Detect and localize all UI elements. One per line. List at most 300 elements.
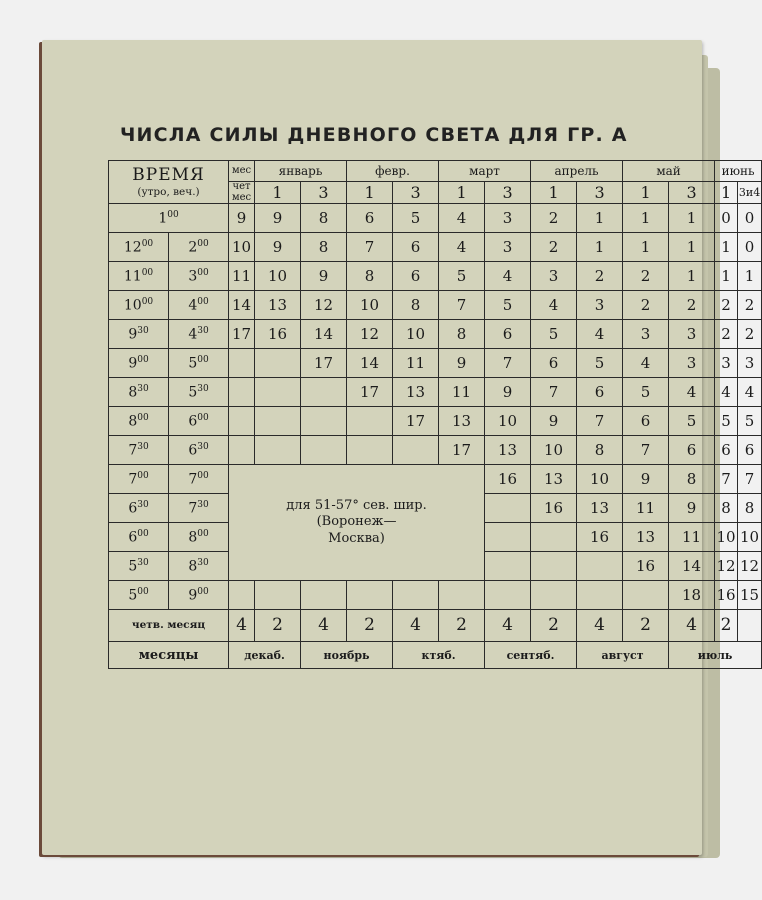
value-cell: 8: [669, 465, 715, 494]
value-cell: 13: [393, 378, 439, 407]
value-cell: 5: [393, 204, 439, 233]
value-cell: 10: [229, 233, 255, 262]
time-hour: 4: [188, 297, 198, 314]
time-hour: 8: [128, 413, 138, 430]
value-cell: 9: [229, 204, 255, 233]
evening-time-cell: [169, 552, 229, 581]
time-minutes: 00: [197, 586, 209, 597]
value-cell: 0: [715, 204, 738, 233]
value-cell: 14: [669, 552, 715, 581]
value-cell: 5: [439, 262, 485, 291]
mes-label: мес: [229, 161, 255, 182]
table-row: [109, 581, 762, 610]
footer-number: 4: [301, 610, 347, 642]
morning-time-cell: [109, 523, 169, 552]
footer-month: декаб.: [229, 642, 301, 669]
value-cell: 14: [347, 349, 393, 378]
value-cell: 2: [531, 233, 577, 262]
time-minutes: 00: [197, 267, 209, 278]
value-cell: [393, 581, 439, 610]
time-hour: 3: [188, 268, 198, 285]
value-cell: 14: [301, 320, 347, 349]
value-cell: 10: [577, 465, 623, 494]
value-cell: 10: [393, 320, 439, 349]
value-cell: [301, 581, 347, 610]
morning-time-cell: [109, 436, 169, 465]
time-minutes: 00: [197, 354, 209, 365]
value-cell: 4: [439, 204, 485, 233]
value-cell: 6: [738, 436, 762, 465]
value-cell: 4: [439, 233, 485, 262]
value-cell: 8: [301, 233, 347, 262]
evening-time-cell: [169, 378, 229, 407]
table-row: [109, 262, 762, 291]
time-label: ВРЕМЯ: [132, 164, 205, 185]
value-cell: 5: [531, 320, 577, 349]
time-minutes: 30: [197, 325, 209, 336]
value-cell: [439, 581, 485, 610]
value-cell: 9: [439, 349, 485, 378]
value-cell: 6: [531, 349, 577, 378]
value-cell: 6: [393, 233, 439, 262]
time-minutes: 00: [137, 586, 149, 597]
day-header: 1: [439, 182, 485, 204]
time-hour: 9: [128, 355, 138, 372]
value-cell: 8: [301, 204, 347, 233]
morning-time-cell: [109, 349, 169, 378]
table-row: [109, 407, 762, 436]
value-cell: 0: [738, 233, 762, 262]
value-cell: 2: [715, 320, 738, 349]
time-cell: [109, 204, 229, 233]
value-cell: [623, 581, 669, 610]
evening-time-cell: [169, 523, 229, 552]
value-cell: 6: [577, 378, 623, 407]
month-header: январь: [255, 161, 347, 182]
value-cell: [485, 523, 531, 552]
value-cell: 6: [393, 262, 439, 291]
value-cell: [531, 581, 577, 610]
value-cell: [255, 378, 301, 407]
day-header: 1: [255, 182, 301, 204]
value-cell: 10: [485, 407, 531, 436]
value-cell: 8: [715, 494, 738, 523]
footer-month: ктяб.: [393, 642, 485, 669]
value-cell: 8: [347, 262, 393, 291]
value-cell: [255, 349, 301, 378]
time-hour: 2: [188, 239, 198, 256]
value-cell: [531, 523, 577, 552]
value-cell: 13: [577, 494, 623, 523]
value-cell: [229, 378, 255, 407]
month-header: май: [623, 161, 715, 182]
footer-month: сентяб.: [485, 642, 577, 669]
time-hour: 12: [123, 239, 142, 256]
footer-number: 4: [485, 610, 531, 642]
value-cell: [393, 436, 439, 465]
value-cell: 1: [577, 233, 623, 262]
day-header: 3: [669, 182, 715, 204]
evening-time-cell: [169, 494, 229, 523]
morning-time-cell: [109, 233, 169, 262]
value-cell: 2: [738, 320, 762, 349]
day-header: 1: [531, 182, 577, 204]
time-minutes: 30: [137, 441, 149, 452]
evening-time-cell: [169, 436, 229, 465]
value-cell: 7: [347, 233, 393, 262]
chet-mes-label: чет мес: [229, 182, 255, 204]
value-cell: 3: [485, 204, 531, 233]
evening-time-cell: [169, 349, 229, 378]
value-cell: [301, 436, 347, 465]
footer-month: август: [577, 642, 669, 669]
value-cell: 7: [577, 407, 623, 436]
morning-time-cell: [109, 291, 169, 320]
value-cell: 2: [738, 291, 762, 320]
value-cell: 12: [301, 291, 347, 320]
day-header: 3и4: [738, 182, 762, 204]
value-cell: [229, 407, 255, 436]
day-header: 1: [347, 182, 393, 204]
evening-time-cell: [169, 465, 229, 494]
table-row: [109, 465, 762, 494]
value-cell: 12: [715, 552, 738, 581]
latitude-note-line: Москва): [328, 530, 385, 546]
value-cell: 11: [229, 262, 255, 291]
morning-time-cell: [109, 552, 169, 581]
value-cell: 16: [485, 465, 531, 494]
value-cell: 6: [347, 204, 393, 233]
morning-time-cell: [109, 320, 169, 349]
morning-time-cell: [109, 378, 169, 407]
time-minutes: 00: [197, 470, 209, 481]
time-hour: 7: [128, 471, 138, 488]
value-cell: 9: [623, 465, 669, 494]
value-cell: 4: [715, 378, 738, 407]
value-cell: 9: [301, 262, 347, 291]
day-header: 3: [393, 182, 439, 204]
latitude-note-line: (Воронеж—: [316, 514, 397, 530]
footer-number: 2: [255, 610, 301, 642]
time-hour: 7: [188, 500, 198, 517]
footer-empty-cell: [738, 610, 762, 642]
time-minutes: 00: [137, 528, 149, 539]
quarter-label: четв. месяц: [109, 610, 229, 642]
morning-time-cell: [109, 262, 169, 291]
value-cell: 11: [439, 378, 485, 407]
value-cell: 1: [577, 204, 623, 233]
value-cell: 4: [623, 349, 669, 378]
time-minutes: 00: [137, 470, 149, 481]
value-cell: [229, 581, 255, 610]
value-cell: 1: [669, 262, 715, 291]
footer-month: июль: [669, 642, 762, 669]
value-cell: [301, 407, 347, 436]
value-cell: 9: [485, 378, 531, 407]
value-cell: 6: [623, 407, 669, 436]
day-header: 1: [623, 182, 669, 204]
footer-months-row: [109, 642, 762, 669]
table-row: [109, 349, 762, 378]
month-header: апрель: [531, 161, 623, 182]
value-cell: 7: [738, 465, 762, 494]
time-minutes: 30: [137, 499, 149, 510]
value-cell: 17: [229, 320, 255, 349]
evening-time-cell: [169, 581, 229, 610]
evening-time-cell: [169, 320, 229, 349]
footer-number: 4: [669, 610, 715, 642]
time-hour: 5: [188, 355, 198, 372]
footer-number: 4: [229, 610, 255, 642]
card-title: ЧИСЛА СИЛЫ ДНЕВНОГО СВЕТА ДЛЯ ГР. А: [120, 124, 628, 146]
value-cell: 9: [255, 233, 301, 262]
value-cell: [301, 378, 347, 407]
latitude-note-line: для 51-57° сев. шир.: [286, 498, 427, 514]
daylight-table: [108, 160, 762, 669]
value-cell: 12: [347, 320, 393, 349]
value-cell: [577, 552, 623, 581]
table-row: [109, 436, 762, 465]
value-cell: 7: [531, 378, 577, 407]
value-cell: 8: [439, 320, 485, 349]
value-cell: 13: [531, 465, 577, 494]
value-cell: 0: [738, 204, 762, 233]
time-minutes: 30: [197, 441, 209, 452]
value-cell: 16: [531, 494, 577, 523]
latitude-note: [229, 465, 485, 581]
morning-time-cell: [109, 581, 169, 610]
time-minutes: 00: [141, 238, 154, 249]
value-cell: 3: [485, 233, 531, 262]
time-hour: 8: [188, 558, 198, 575]
value-cell: 12: [738, 552, 762, 581]
footer-number: 2: [623, 610, 669, 642]
value-cell: 10: [347, 291, 393, 320]
value-cell: [347, 436, 393, 465]
value-cell: 11: [623, 494, 669, 523]
evening-time-cell: [169, 233, 229, 262]
value-cell: 5: [485, 291, 531, 320]
value-cell: 1: [715, 262, 738, 291]
time-hour: 1: [158, 210, 168, 227]
time-minutes: 00: [137, 412, 149, 423]
value-cell: 3: [531, 262, 577, 291]
value-cell: 13: [439, 407, 485, 436]
footer-number: 4: [577, 610, 623, 642]
table-row: [109, 204, 762, 233]
value-cell: [347, 581, 393, 610]
value-cell: 2: [669, 291, 715, 320]
value-cell: 17: [301, 349, 347, 378]
value-cell: 4: [577, 320, 623, 349]
value-cell: 6: [669, 436, 715, 465]
time-hour: 11: [123, 268, 142, 285]
value-cell: 15: [738, 581, 762, 610]
value-cell: 17: [347, 378, 393, 407]
value-cell: 11: [669, 523, 715, 552]
time-hour: 5: [128, 558, 138, 575]
time-minutes: 30: [197, 557, 209, 568]
evening-time-cell: [169, 262, 229, 291]
value-cell: 6: [485, 320, 531, 349]
value-cell: 10: [738, 523, 762, 552]
time-hour: 5: [188, 384, 198, 401]
value-cell: 7: [439, 291, 485, 320]
time-minutes: 30: [137, 557, 149, 568]
time-minutes: 00: [197, 412, 209, 423]
value-cell: 16: [255, 320, 301, 349]
value-cell: [485, 494, 531, 523]
value-cell: 4: [669, 378, 715, 407]
time-hour: 8: [128, 384, 138, 401]
value-cell: 1: [738, 262, 762, 291]
value-cell: 5: [623, 378, 669, 407]
time-minutes: 00: [167, 209, 179, 220]
morning-time-cell: [109, 407, 169, 436]
time-minutes: 00: [197, 238, 209, 249]
time-sub-label: (утро, веч.): [137, 185, 200, 198]
value-cell: 1: [623, 233, 669, 262]
value-cell: 10: [531, 436, 577, 465]
day-header: 3: [301, 182, 347, 204]
time-minutes: 30: [137, 383, 149, 394]
value-cell: 5: [669, 407, 715, 436]
time-hour: 9: [128, 326, 138, 343]
value-cell: 7: [623, 436, 669, 465]
value-cell: 5: [738, 407, 762, 436]
months-label: месяцы: [109, 642, 229, 669]
value-cell: 3: [669, 349, 715, 378]
time-hour: 9: [188, 587, 198, 604]
value-cell: 17: [393, 407, 439, 436]
footer-numbers-row: [109, 610, 762, 642]
value-cell: 3: [669, 320, 715, 349]
time-hour: 6: [188, 413, 198, 430]
morning-time-cell: [109, 465, 169, 494]
time-hour: 6: [128, 529, 138, 546]
value-cell: 1: [623, 204, 669, 233]
month-header: февр.: [347, 161, 439, 182]
value-cell: 8: [738, 494, 762, 523]
footer-number: 2: [439, 610, 485, 642]
value-cell: 9: [255, 204, 301, 233]
time-hour: 5: [128, 587, 138, 604]
evening-time-cell: [169, 291, 229, 320]
time-minutes: 00: [197, 528, 209, 539]
value-cell: 16: [715, 581, 738, 610]
value-cell: 3: [577, 291, 623, 320]
value-cell: 10: [715, 523, 738, 552]
time-minutes: 00: [137, 354, 149, 365]
value-cell: 7: [485, 349, 531, 378]
value-cell: 7: [715, 465, 738, 494]
value-cell: 1: [669, 233, 715, 262]
value-cell: [255, 436, 301, 465]
time-hour: 6: [128, 500, 138, 517]
value-cell: 18: [669, 581, 715, 610]
value-cell: 13: [485, 436, 531, 465]
value-cell: 16: [577, 523, 623, 552]
evening-time-cell: [169, 407, 229, 436]
footer-number: 2: [531, 610, 577, 642]
time-hour: 10: [123, 297, 142, 314]
value-cell: 3: [738, 349, 762, 378]
value-cell: 2: [623, 291, 669, 320]
value-cell: 13: [255, 291, 301, 320]
value-cell: [577, 581, 623, 610]
value-cell: [485, 581, 531, 610]
footer-number: 2: [347, 610, 393, 642]
time-minutes: 30: [197, 383, 209, 394]
footer-number: 4: [393, 610, 439, 642]
value-cell: 13: [623, 523, 669, 552]
footer-month: ноябрь: [301, 642, 393, 669]
value-cell: 9: [669, 494, 715, 523]
value-cell: 14: [229, 291, 255, 320]
value-cell: [531, 552, 577, 581]
value-cell: 8: [577, 436, 623, 465]
value-cell: 5: [577, 349, 623, 378]
time-hour: 7: [128, 442, 138, 459]
month-header: июнь: [715, 161, 762, 182]
value-cell: [229, 349, 255, 378]
value-cell: 17: [439, 436, 485, 465]
value-cell: 3: [715, 349, 738, 378]
time-minutes: 00: [197, 296, 209, 307]
time-hour: 4: [188, 326, 198, 343]
morning-time-cell: [109, 494, 169, 523]
value-cell: 11: [393, 349, 439, 378]
month-header: март: [439, 161, 531, 182]
table-row: [109, 291, 762, 320]
value-cell: 5: [715, 407, 738, 436]
table-row: [109, 233, 762, 262]
value-cell: [347, 407, 393, 436]
footer-number: 2: [715, 610, 738, 642]
day-header: 3: [577, 182, 623, 204]
value-cell: [255, 407, 301, 436]
value-cell: 3: [623, 320, 669, 349]
time-hour: 6: [188, 442, 198, 459]
value-cell: 4: [738, 378, 762, 407]
time-hour: 8: [188, 529, 198, 546]
value-cell: 2: [623, 262, 669, 291]
table-row: [109, 320, 762, 349]
value-cell: 4: [485, 262, 531, 291]
time-minutes: 30: [197, 499, 209, 510]
time-minutes: 00: [141, 296, 154, 307]
value-cell: 6: [715, 436, 738, 465]
value-cell: 1: [715, 233, 738, 262]
value-cell: 10: [255, 262, 301, 291]
time-hour: 7: [188, 471, 198, 488]
value-cell: 8: [393, 291, 439, 320]
day-header: 1: [715, 182, 738, 204]
time-minutes: 00: [141, 267, 154, 278]
table-row: [109, 378, 762, 407]
value-cell: 9: [531, 407, 577, 436]
value-cell: 4: [531, 291, 577, 320]
value-cell: [255, 581, 301, 610]
header-months-row: [109, 161, 762, 182]
day-header: 3: [485, 182, 531, 204]
time-header: [109, 161, 229, 204]
value-cell: 2: [577, 262, 623, 291]
value-cell: 2: [531, 204, 577, 233]
value-cell: 2: [715, 291, 738, 320]
value-cell: 16: [623, 552, 669, 581]
value-cell: 1: [669, 204, 715, 233]
